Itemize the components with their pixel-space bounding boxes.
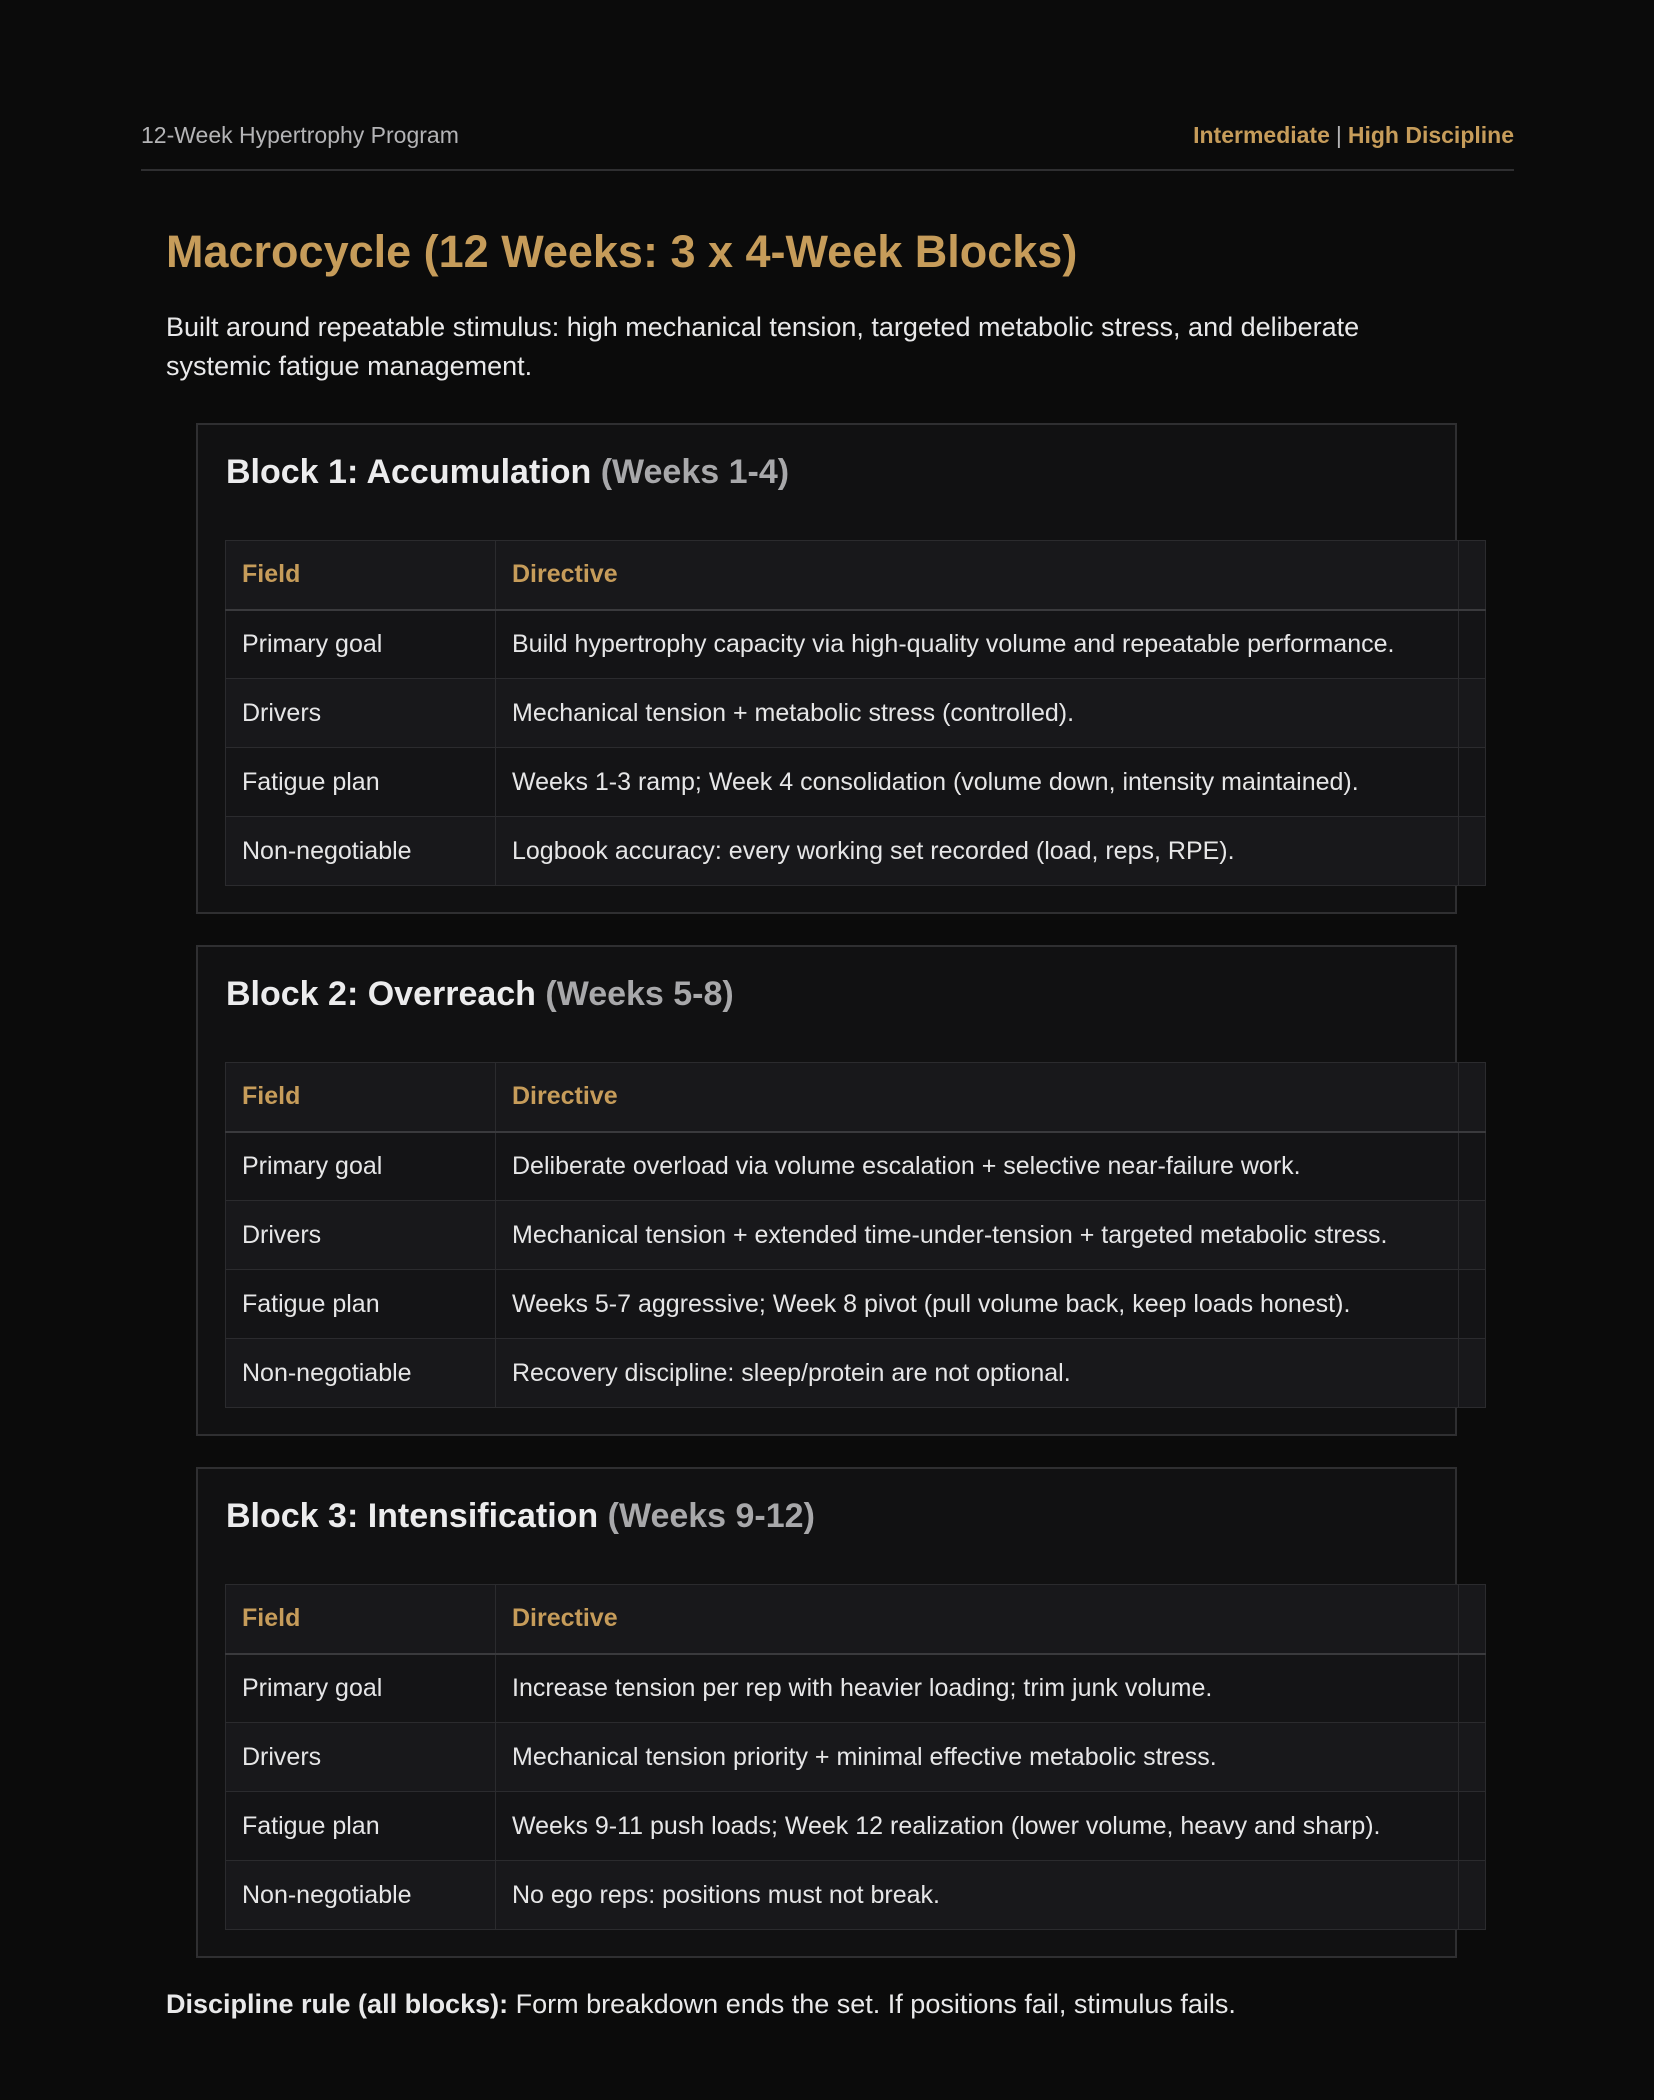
- block-weeks: (Weeks 1-4): [600, 453, 790, 491]
- table-edge-cell: [1459, 1201, 1486, 1270]
- block-title: [226, 1497, 815, 1536]
- field-cell: Primary goal: [226, 1654, 496, 1723]
- table-edge-cell: [1459, 1063, 1486, 1132]
- table-row: [226, 679, 1486, 748]
- table-edge-cell: [1459, 1654, 1486, 1723]
- table-edge-cell: [1459, 1270, 1486, 1339]
- directive-cell: Recovery discipline: sleep/protein are not optional.: [496, 1339, 1459, 1408]
- block-name: Block 1: Accumulation: [226, 453, 592, 491]
- field-cell: Non-negotiable: [226, 817, 496, 886]
- directive-column-header: Directive: [496, 1585, 1459, 1654]
- block-name: Block 3: Intensification: [226, 1497, 599, 1535]
- table-header-row: [226, 1063, 1486, 1132]
- level-tag: Intermediate: [1193, 122, 1330, 148]
- directive-cell: Mechanical tension + metabolic stress (controlled).: [496, 679, 1459, 748]
- table-edge-cell: [1459, 748, 1486, 817]
- field-cell: Drivers: [226, 679, 496, 748]
- directive-column-header: Directive: [496, 1063, 1459, 1132]
- discipline-rule-text: Form breakdown ends the set. If positions fail, stimulus fails.: [515, 1989, 1236, 2019]
- program-name: 12-Week Hypertrophy Program: [141, 122, 459, 148]
- block-name: Block 2: Overreach: [226, 975, 536, 1013]
- table-header-row: [226, 1585, 1486, 1654]
- table-row: [226, 748, 1486, 817]
- table-edge-cell: [1459, 1861, 1486, 1930]
- discipline-tag: High Discipline: [1347, 122, 1514, 148]
- discipline-rule-label: Discipline rule (all blocks):: [166, 1989, 509, 2019]
- field-cell: Fatigue plan: [226, 748, 496, 817]
- table-edge-cell: [1459, 1339, 1486, 1408]
- table-row: [226, 1132, 1486, 1201]
- table-edge-cell: [1459, 1132, 1486, 1201]
- field-cell: Primary goal: [226, 1132, 496, 1201]
- directive-table: [225, 1584, 1486, 1930]
- block-title: [226, 453, 789, 492]
- table-header-row: [226, 541, 1486, 610]
- directive-cell: Weeks 5-7 aggressive; Week 8 pivot (pull volume back, keep loads honest).: [496, 1270, 1459, 1339]
- intro-paragraph: Built around repeatable stimulus: high mechanical tension, targeted metabolic stress, and deliberate systemic fatigue management.: [166, 312, 1360, 381]
- block-weeks: (Weeks 9-12): [607, 1497, 815, 1535]
- field-cell: Drivers: [226, 1201, 496, 1270]
- field-cell: Non-negotiable: [226, 1339, 496, 1408]
- table-row: [226, 610, 1486, 679]
- table-edge-cell: [1459, 1723, 1486, 1792]
- page-title: Macrocycle (12 Weeks: 3 x 4-Week Blocks): [166, 226, 1078, 277]
- table-edge-cell: [1459, 679, 1486, 748]
- block-card: [196, 945, 1457, 1436]
- directive-cell: Build hypertrophy capacity via high-quality volume and repeatable performance.: [496, 610, 1459, 679]
- table-edge-cell: [1459, 541, 1486, 610]
- field-column-header: Field: [226, 1063, 496, 1132]
- block-title: [226, 975, 734, 1014]
- block-card: [196, 423, 1457, 914]
- table-row: [226, 1339, 1486, 1408]
- tag-separator: |: [1335, 122, 1342, 148]
- field-cell: Drivers: [226, 1723, 496, 1792]
- table-row: [226, 1201, 1486, 1270]
- field-cell: Non-negotiable: [226, 1861, 496, 1930]
- program-tags: [1193, 122, 1514, 149]
- table-row: [226, 817, 1486, 886]
- page-header: [141, 120, 1514, 171]
- table-row: [226, 1861, 1486, 1930]
- table-row: [226, 1723, 1486, 1792]
- directive-cell: Weeks 1-3 ramp; Week 4 consolidation (volume down, intensity maintained).: [496, 748, 1459, 817]
- block-card: [196, 1467, 1457, 1958]
- table-edge-cell: [1459, 1585, 1486, 1654]
- directive-cell: No ego reps: positions must not break.: [496, 1861, 1459, 1930]
- directive-table: [225, 1062, 1486, 1408]
- table-row: [226, 1270, 1486, 1339]
- table-edge-cell: [1459, 817, 1486, 886]
- block-weeks: (Weeks 5-8): [545, 975, 734, 1013]
- directive-cell: Increase tension per rep with heavier loading; trim junk volume.: [496, 1654, 1459, 1723]
- directive-table: [225, 540, 1486, 886]
- field-column-header: Field: [226, 1585, 496, 1654]
- directive-cell: Mechanical tension priority + minimal effective metabolic stress.: [496, 1723, 1459, 1792]
- field-column-header: Field: [226, 541, 496, 610]
- field-cell: Fatigue plan: [226, 1270, 496, 1339]
- directive-cell: Mechanical tension + extended time-under-tension + targeted metabolic stress.: [496, 1201, 1459, 1270]
- directive-cell: Weeks 9-11 push loads; Week 12 realization (lower volume, heavy and sharp).: [496, 1792, 1459, 1861]
- field-cell: Primary goal: [226, 610, 496, 679]
- directive-cell: Deliberate overload via volume escalation + selective near-failure work.: [496, 1132, 1459, 1201]
- field-cell: Fatigue plan: [226, 1792, 496, 1861]
- discipline-rule: [166, 1989, 1236, 2020]
- table-row: [226, 1654, 1486, 1723]
- directive-cell: Logbook accuracy: every working set recorded (load, reps, RPE).: [496, 817, 1459, 886]
- table-edge-cell: [1459, 610, 1486, 679]
- table-row: [226, 1792, 1486, 1861]
- table-edge-cell: [1459, 1792, 1486, 1861]
- directive-column-header: Directive: [496, 541, 1459, 610]
